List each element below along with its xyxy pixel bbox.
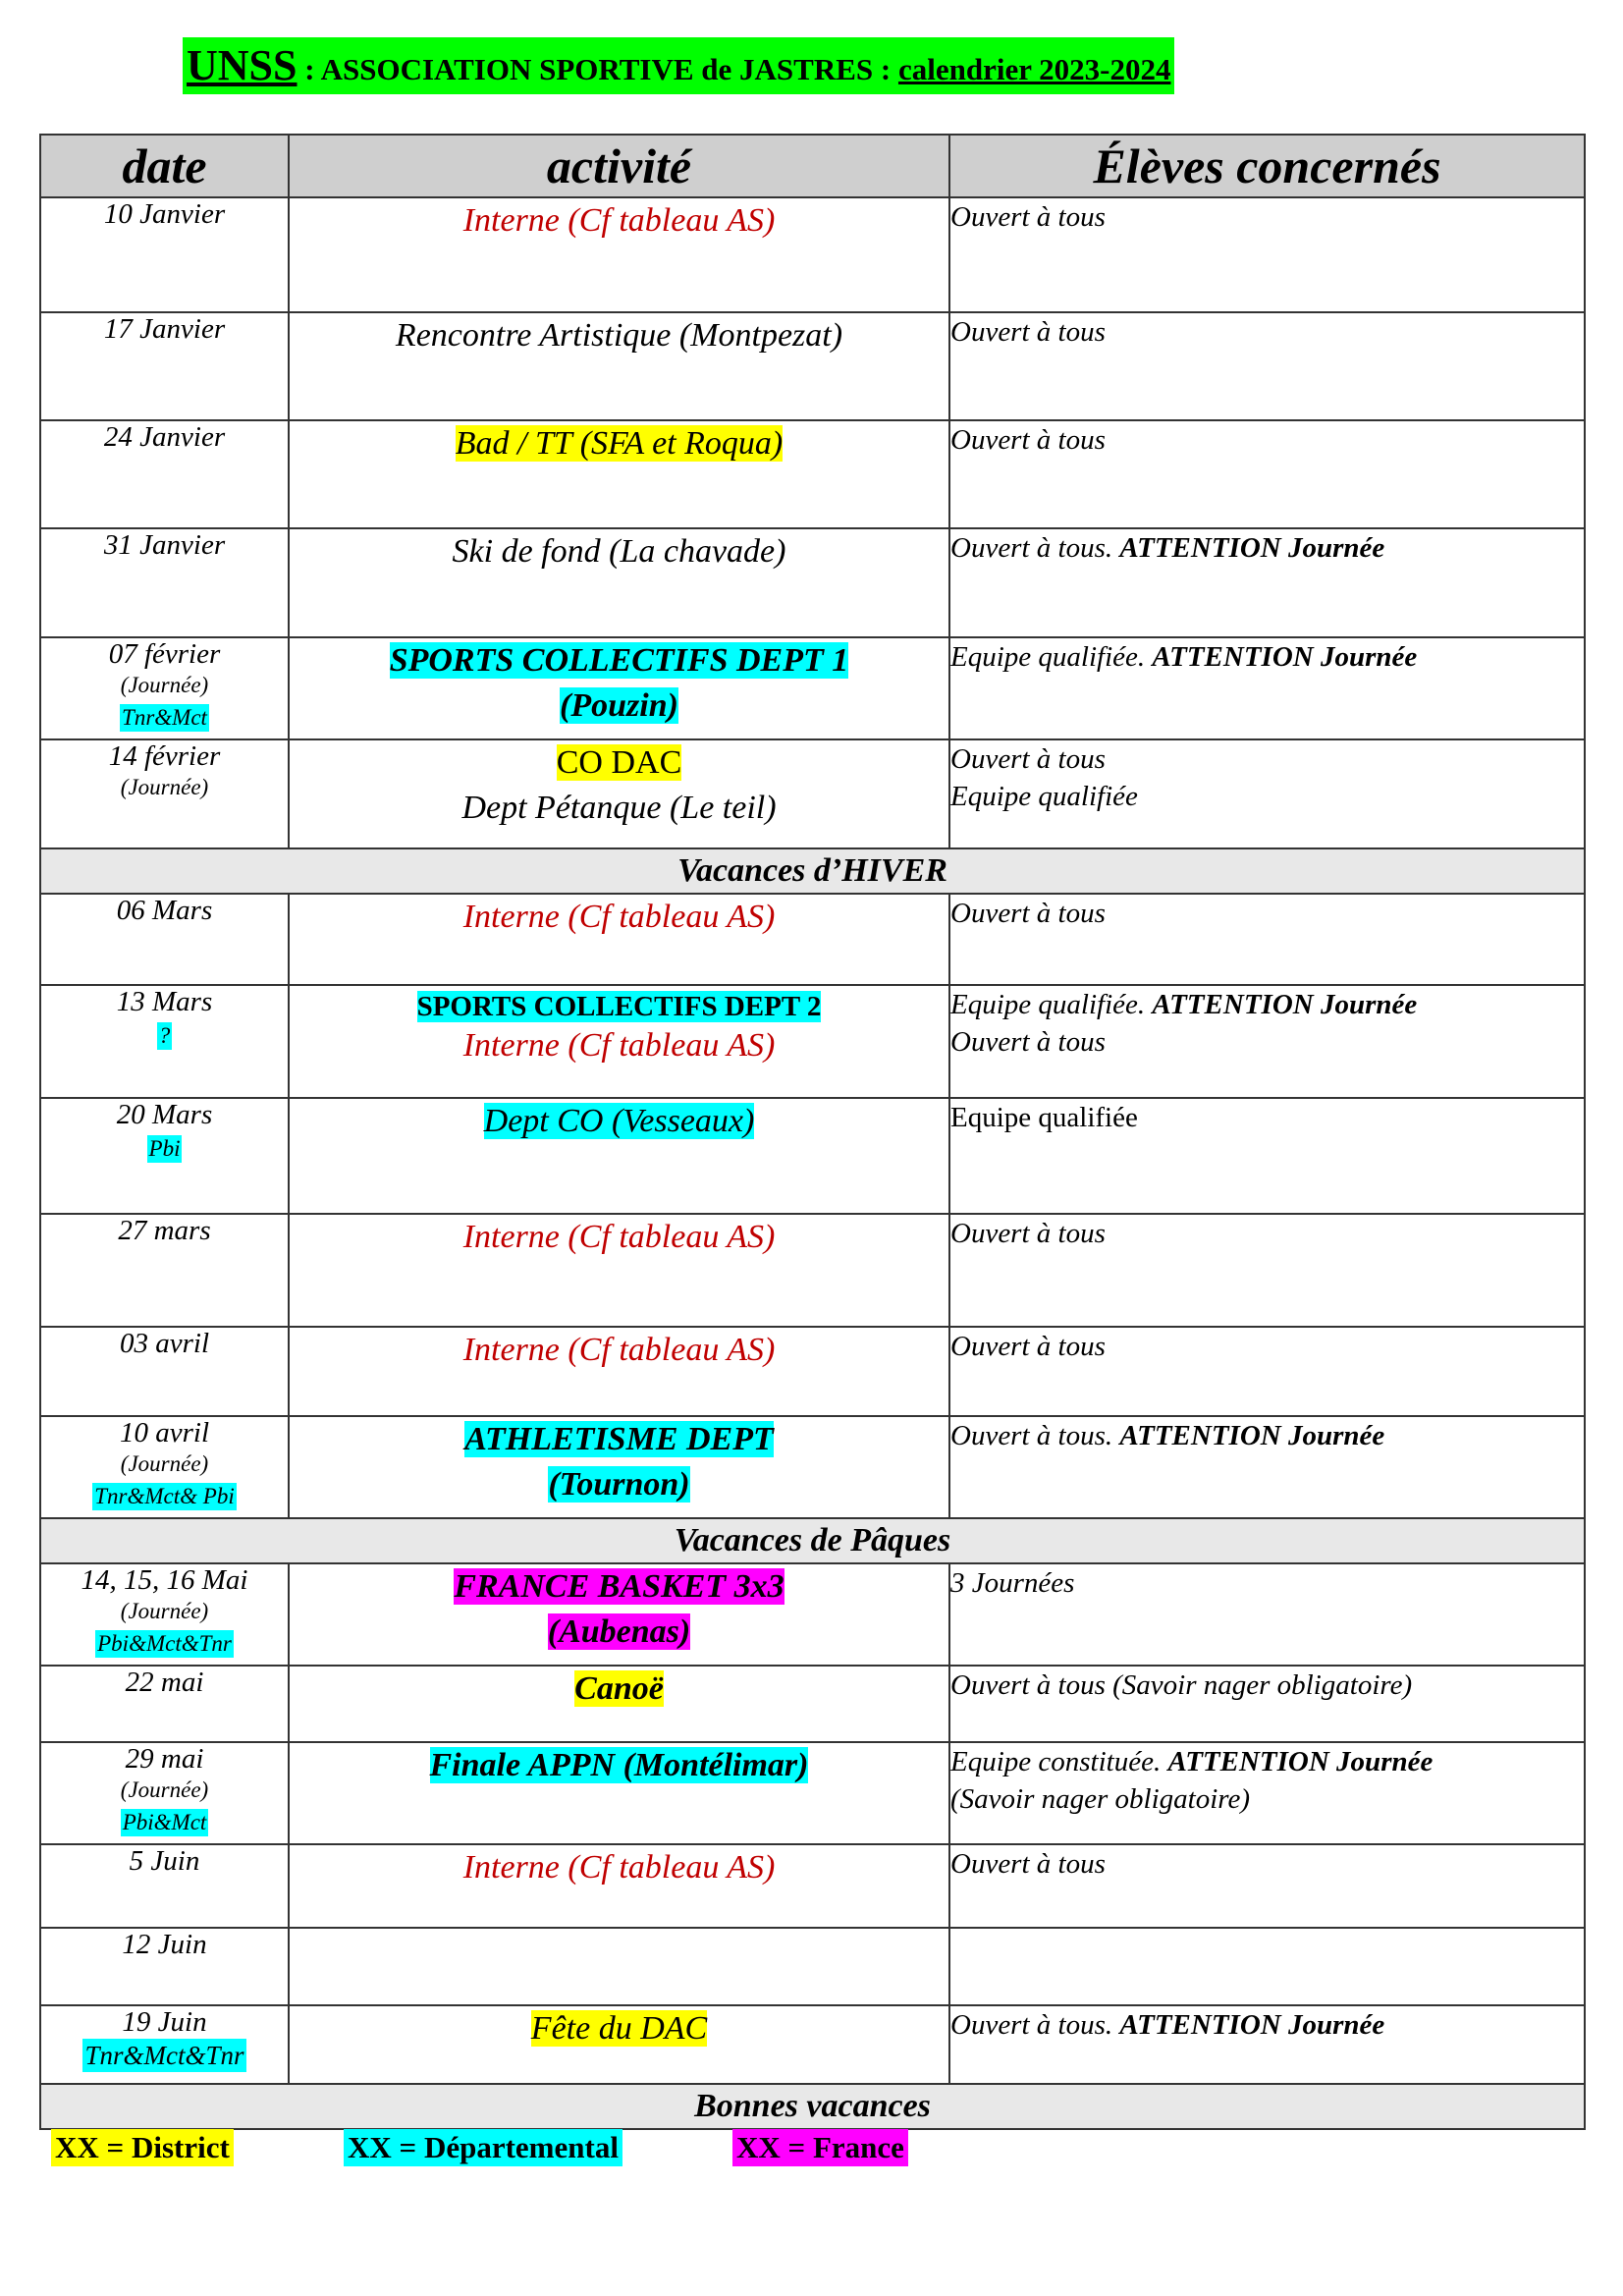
students-text: Ouvert à tous — [950, 1218, 1106, 1249]
date-text: 06 Mars — [116, 895, 213, 926]
date-cell — [40, 1098, 289, 1214]
activity-text: Finale APPN (Montélimar) — [429, 1747, 809, 1783]
activity-cell — [289, 2005, 949, 2084]
activity-text: ATHLETISME DEPT — [464, 1421, 774, 1457]
students-cell — [949, 1098, 1585, 1214]
activity-cell — [289, 637, 949, 739]
title-association: : ASSOCIATION SPORTIVE de JASTRES : — [297, 52, 898, 86]
header-activity: activité — [289, 135, 949, 197]
activity-cell — [289, 1416, 949, 1518]
date-text: 19 Juin — [122, 2006, 207, 2038]
students-text: Ouvert à tous — [950, 743, 1106, 775]
date-sub: (Journée) — [120, 1777, 209, 1802]
activity-text-2: Dept Pétanque (Le teil) — [461, 790, 777, 826]
students-cell — [949, 1214, 1585, 1327]
activity-text: FRANCE BASKET 3x3 — [454, 1568, 784, 1605]
table-row — [40, 197, 1585, 312]
activity-cell — [289, 197, 949, 312]
students-cell — [949, 985, 1585, 1098]
header-row — [40, 135, 1585, 197]
students-cell — [949, 1928, 1585, 2005]
level-tag: Tnr&Mct&Tnr — [84, 2041, 244, 2070]
calendar-table — [39, 134, 1586, 2130]
level-tag: Pbi — [148, 1136, 181, 1161]
students-cell — [949, 894, 1585, 985]
students-cell — [949, 739, 1585, 848]
date-cell — [40, 1214, 289, 1327]
students-cell — [949, 420, 1585, 528]
date-cell — [40, 528, 289, 637]
students-text: Ouvert à tous (Savoir nager obligatoire) — [950, 1669, 1413, 1701]
activity-text: Interne (Cf tableau AS) — [462, 1849, 776, 1886]
students-text: Ouvert à tous. — [950, 2009, 1120, 2041]
date-text: 29 mai — [125, 1743, 204, 1775]
legend-france: XX = France — [732, 2129, 908, 2166]
date-text: 5 Juin — [129, 1845, 200, 1877]
date-text: 27 mars — [118, 1215, 211, 1246]
date-cell — [40, 420, 289, 528]
students-text: Ouvert à tous — [950, 898, 1106, 929]
date-text: 31 Janvier — [103, 529, 226, 561]
activity-cell — [289, 1098, 949, 1214]
students-cell — [949, 1666, 1585, 1742]
students-cell — [949, 1416, 1585, 1518]
activity-text: Fête du DAC — [530, 2010, 708, 2047]
activity-text: Ski de fond (La chavade) — [452, 533, 786, 570]
date-cell — [40, 312, 289, 420]
students-cell — [949, 312, 1585, 420]
date-text: 13 Mars — [116, 986, 213, 1017]
activity-text-2: Interne (Cf tableau AS) — [462, 1027, 776, 1064]
date-cell — [40, 637, 289, 739]
date-sub: (Journée) — [120, 673, 209, 697]
date-cell — [40, 739, 289, 848]
date-sub: (Journée) — [120, 1599, 209, 1623]
attention-text: ATTENTION Journée — [1119, 2009, 1385, 2041]
students-cell — [949, 1327, 1585, 1416]
table-row — [40, 528, 1585, 637]
table-row — [40, 1928, 1585, 2005]
activity-text: Interne (Cf tableau AS) — [462, 202, 776, 239]
level-tag: Pbi&Mct — [122, 1810, 207, 1834]
table-row — [40, 1416, 1585, 1518]
level-tag: ? — [158, 1023, 171, 1048]
section-vacances-paques: Vacances de Pâques — [40, 1518, 1585, 1563]
date-cell — [40, 1416, 289, 1518]
section-row — [40, 848, 1585, 894]
students-cell — [949, 197, 1585, 312]
page-title — [183, 37, 1174, 94]
table-row — [40, 420, 1585, 528]
students-text: Ouvert à tous — [950, 1331, 1106, 1362]
table-row — [40, 1563, 1585, 1666]
students-text-2: (Savoir nager obligatoire) — [950, 1783, 1250, 1815]
date-text: 20 Mars — [116, 1099, 213, 1130]
activity-cell — [289, 420, 949, 528]
date-cell — [40, 1563, 289, 1666]
date-text: 03 avril — [119, 1328, 210, 1359]
activity-text: Interne (Cf tableau AS) — [462, 1332, 776, 1368]
table-row — [40, 1844, 1585, 1928]
date-sub: (Journée) — [120, 775, 209, 799]
attention-text: ATTENTION Journée — [1152, 989, 1418, 1020]
students-text-2: Equipe qualifiée — [950, 781, 1138, 812]
students-text: Ouvert à tous — [950, 316, 1106, 348]
activity-text: SPORTS COLLECTIFS DEPT 1 — [389, 642, 849, 679]
students-text: Equipe constituée. — [950, 1746, 1168, 1777]
date-cell — [40, 1327, 289, 1416]
activity-cell — [289, 1563, 949, 1666]
date-cell — [40, 1844, 289, 1928]
students-text-2: Ouvert à tous — [950, 1026, 1106, 1058]
attention-text: ATTENTION Journée — [1119, 1420, 1385, 1451]
activity-cell — [289, 312, 949, 420]
activity-text: Interne (Cf tableau AS) — [462, 899, 776, 935]
date-text: 17 Janvier — [103, 313, 226, 345]
activity-cell — [289, 1666, 949, 1742]
header-date: date — [40, 135, 289, 197]
header-students: Élèves concernés — [949, 135, 1585, 197]
date-text: 12 Juin — [122, 1929, 207, 1960]
students-text: Ouvert à tous. — [950, 1420, 1120, 1451]
table-row — [40, 739, 1585, 848]
table-row — [40, 1666, 1585, 1742]
students-text: Ouvert à tous — [950, 201, 1106, 233]
students-text: 3 Journées — [950, 1567, 1075, 1599]
activity-cell — [289, 894, 949, 985]
activity-cell — [289, 1742, 949, 1844]
date-text: 14 février — [108, 740, 221, 772]
date-text: 22 mai — [125, 1667, 204, 1698]
activity-cell — [289, 1928, 949, 2005]
legend-departemental: XX = Départemental — [344, 2129, 622, 2166]
date-text: 24 Janvier — [103, 421, 226, 453]
activity-text: CO DAC — [556, 744, 682, 781]
table-row — [40, 2005, 1585, 2084]
students-text: Ouvert à tous. — [950, 532, 1120, 564]
activity-location: (Aubenas) — [547, 1613, 691, 1650]
students-text: Equipe qualifiée — [950, 1102, 1138, 1133]
date-cell — [40, 1742, 289, 1844]
section-vacances-hiver: Vacances d’HIVER — [40, 848, 1585, 894]
section-row — [40, 2084, 1585, 2129]
activity-cell — [289, 528, 949, 637]
table-row — [40, 637, 1585, 739]
table-row — [40, 312, 1585, 420]
level-tag: Tnr&Mct — [122, 705, 207, 730]
date-text: 07 février — [108, 638, 221, 670]
activity-text: SPORTS COLLECTIFS DEPT 2 — [416, 991, 822, 1022]
legend-district: XX = District — [51, 2129, 234, 2166]
activity-text: Canoë — [574, 1670, 664, 1707]
level-tag: Tnr&Mct& Pbi — [94, 1484, 235, 1508]
activity-text: Rencontre Artistique (Montpezat) — [395, 317, 843, 354]
activity-location: (Pouzin) — [560, 687, 678, 724]
table-row — [40, 1742, 1585, 1844]
attention-text: ATTENTION Journée — [1152, 641, 1418, 673]
students-cell — [949, 1742, 1585, 1844]
table-row — [40, 985, 1585, 1098]
students-cell — [949, 1563, 1585, 1666]
students-text: Ouvert à tous — [950, 1848, 1106, 1880]
activity-cell — [289, 1214, 949, 1327]
date-text: 10 Janvier — [103, 198, 226, 230]
table-row — [40, 1327, 1585, 1416]
students-cell — [949, 1844, 1585, 1928]
students-text: Equipe qualifiée. — [950, 641, 1153, 673]
date-sub: (Journée) — [120, 1451, 209, 1476]
date-text: 14, 15, 16 Mai — [81, 1564, 248, 1596]
activity-cell — [289, 1327, 949, 1416]
level-tag: Pbi&Mct&Tnr — [97, 1631, 232, 1656]
section-row — [40, 1518, 1585, 1563]
date-cell — [40, 894, 289, 985]
date-cell — [40, 1928, 289, 2005]
students-cell — [949, 2005, 1585, 2084]
date-cell — [40, 985, 289, 1098]
activity-cell — [289, 739, 949, 848]
table-row — [40, 1098, 1585, 1214]
activity-text: Bad / TT (SFA et Roqua) — [455, 425, 784, 462]
attention-text: ATTENTION Journée — [1167, 1746, 1434, 1777]
students-cell — [949, 528, 1585, 637]
attention-text: ATTENTION Journée — [1119, 532, 1385, 564]
date-text: 10 avril — [119, 1417, 210, 1449]
date-cell — [40, 2005, 289, 2084]
table-row — [40, 894, 1585, 985]
title-calendar: calendrier 2023-2024 — [897, 52, 1171, 86]
activity-cell — [289, 985, 949, 1098]
table-row — [40, 1214, 1585, 1327]
date-cell — [40, 197, 289, 312]
section-bonnes-vacances: Bonnes vacances — [40, 2084, 1585, 2129]
activity-location: (Tournon) — [548, 1466, 690, 1503]
activity-text: Dept CO (Vesseaux) — [483, 1103, 755, 1139]
activity-text: Interne (Cf tableau AS) — [462, 1219, 776, 1255]
students-text: Ouvert à tous — [950, 424, 1106, 456]
activity-cell — [289, 1844, 949, 1928]
title-unss: UNSS — [187, 41, 298, 89]
students-text: Equipe qualifiée. — [950, 989, 1153, 1020]
date-cell — [40, 1666, 289, 1742]
students-cell — [949, 637, 1585, 739]
